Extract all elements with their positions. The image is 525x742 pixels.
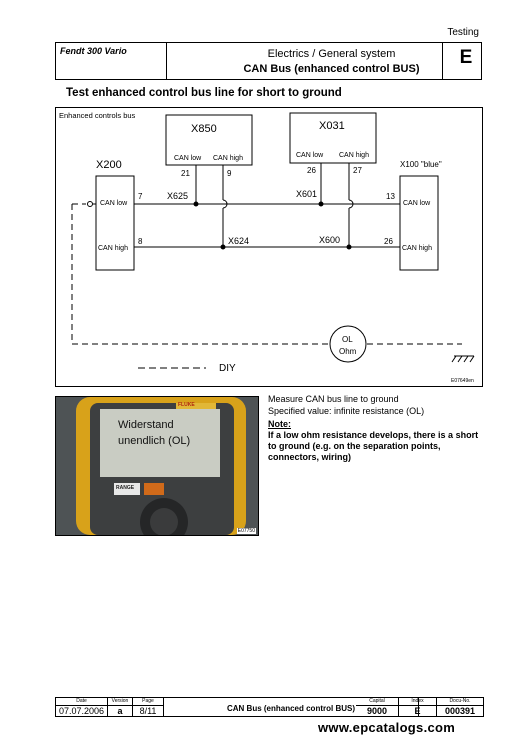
x031-name: X031 xyxy=(319,120,345,132)
photo-code: E07750 xyxy=(237,528,255,534)
instruction-line-2: Specified value: infinite resistance (OL) xyxy=(268,406,425,416)
footer-chapter: 9000 xyxy=(366,706,388,716)
x200-name: X200 xyxy=(96,159,122,171)
footer-date: 07.07.2006 xyxy=(58,706,105,716)
meter-ohm: Ohm xyxy=(339,347,357,356)
brand-cell xyxy=(56,43,167,79)
ohmmeter-symbol xyxy=(330,326,366,362)
x850-pin-high: 9 xyxy=(227,169,232,178)
footer-version: a xyxy=(117,706,123,716)
display-line1: Widerstand xyxy=(118,419,174,431)
probe-terminal xyxy=(88,202,93,207)
node-x600: X600 xyxy=(319,235,341,245)
footer-index-label: Index xyxy=(411,698,424,704)
header-divider xyxy=(442,43,443,79)
note-label: Note: xyxy=(268,419,291,429)
footer-version-label: Version xyxy=(111,698,129,704)
note-text: If a low ohm resistance develops, there is a short to ground (e.g. on the separation points, connectors, wiring) xyxy=(268,430,479,462)
node-x625: X625 xyxy=(167,191,189,201)
wiring-diagram xyxy=(55,107,483,387)
footer-date-cell xyxy=(56,698,108,716)
x200-pin-high: 8 xyxy=(138,237,143,246)
footer-doc: 000391 xyxy=(444,706,476,716)
footer-version-cell xyxy=(108,698,133,716)
x200-can-low: CAN low xyxy=(100,200,128,207)
x031-can-low: CAN low xyxy=(296,152,324,159)
node-x624: X624 xyxy=(228,236,250,246)
diy-wire xyxy=(72,204,462,344)
x100-pin-high: 26 xyxy=(384,237,393,246)
diagram-code: E07649en xyxy=(451,378,474,384)
x200-pin-low: 7 xyxy=(138,192,143,201)
meter-ol: OL xyxy=(342,335,353,344)
x850-name: X850 xyxy=(191,123,217,135)
x100-name: X100 "blue" xyxy=(400,160,442,169)
x100-can-low: CAN low xyxy=(403,200,431,207)
x100-can-high: CAN high xyxy=(402,245,432,252)
title-cell xyxy=(166,43,497,79)
brand-label: Fendt 300 Vario xyxy=(60,46,127,56)
footer-page-cell xyxy=(133,698,164,716)
section-label: Testing xyxy=(447,27,479,38)
x100-box xyxy=(400,176,438,270)
page-heading: Test enhanced control bus line for short to ground xyxy=(66,87,342,99)
x200-box xyxy=(96,176,134,270)
x850-drops xyxy=(194,165,227,249)
multimeter-photo xyxy=(55,396,259,536)
topic-title: CAN Bus (enhanced control BUS) xyxy=(243,63,420,75)
wiring-diagram-svg xyxy=(56,108,482,386)
footer-page-label: Page xyxy=(142,698,154,704)
system-title: Electrics / General system xyxy=(267,48,396,60)
multimeter-illustration xyxy=(56,397,258,535)
footer-chapter-label: Capital xyxy=(369,698,385,704)
x850-can-low: CAN low xyxy=(174,155,202,162)
x100-pin-low: 13 xyxy=(386,192,395,201)
watermark: www.epcatalogs.com xyxy=(318,720,456,735)
footer-index-cell xyxy=(399,698,437,716)
ground-icon xyxy=(452,356,474,362)
node-x601: X601 xyxy=(296,189,318,199)
meter-brand: FLUKE xyxy=(178,402,195,408)
chapter-letter: E xyxy=(459,47,473,68)
x031-can-high: CAN high xyxy=(339,152,369,159)
legend-label: DIY xyxy=(219,363,236,374)
document-header xyxy=(55,42,482,80)
footer-title: CAN Bus (enhanced control BUS) xyxy=(226,704,355,713)
footer-chapter-cell xyxy=(356,698,399,716)
x031-pin-high: 27 xyxy=(353,166,362,175)
instruction-line-1: Measure CAN bus line to ground xyxy=(268,394,399,404)
x200-can-high: CAN high xyxy=(98,245,128,252)
x031-pin-low: 26 xyxy=(307,166,316,175)
footer-page: 8/11 xyxy=(139,706,157,716)
footer-doc-cell xyxy=(437,698,483,716)
meter-range-label: RANGE xyxy=(116,485,135,491)
document-footer xyxy=(55,697,484,717)
footer-index: E xyxy=(414,706,421,716)
x850-pin-low: 21 xyxy=(181,169,190,178)
diagram-caption: Enhanced controls bus xyxy=(59,111,136,120)
display-line2: unendlich (OL) xyxy=(118,435,191,447)
footer-date-label: Date xyxy=(76,698,87,704)
x850-can-high: CAN high xyxy=(213,155,243,162)
footer-doc-label: Docu-No. xyxy=(449,698,471,704)
